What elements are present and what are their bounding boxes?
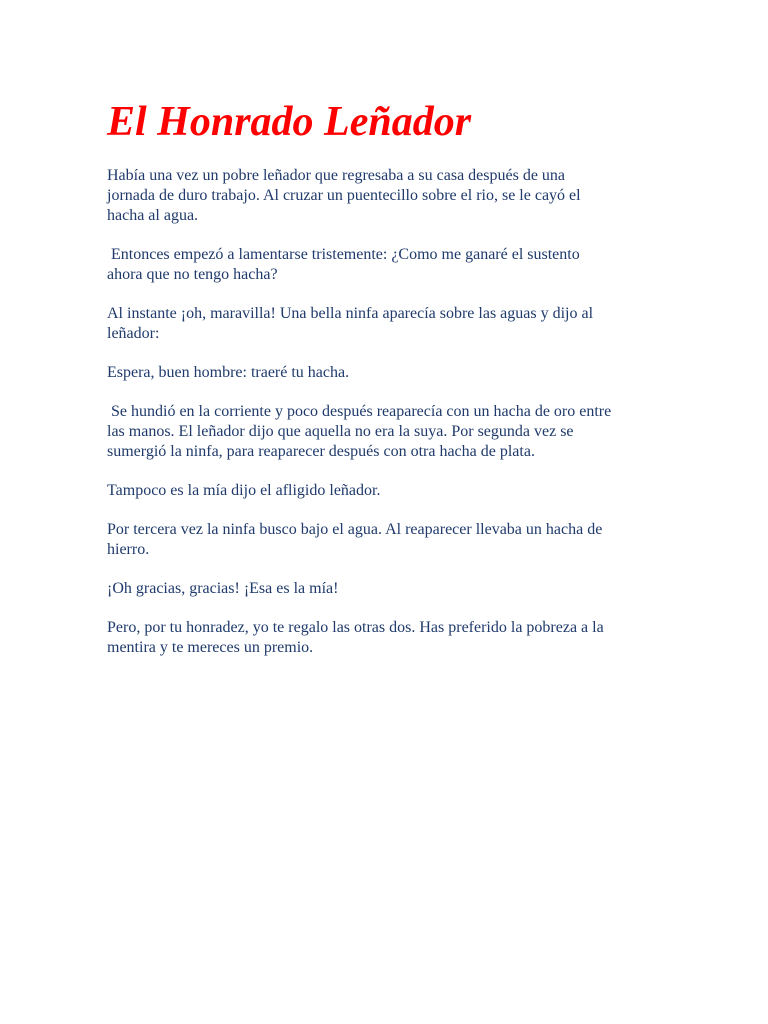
document-title: El Honrado Leñador [107,99,472,145]
paragraph-2: Entonces empezó a lamentarse tristemente: ¿Como me ganaré el sustento ahora que no tengo hacha? [107,246,580,283]
paragraph-7: Por tercera vez la ninfa busco bajo el agua. Al reaparecer llevaba un hacha de hierro. [107,521,603,558]
document-page [107,94,667,677]
paragraph-5: Se hundió en la corriente y poco después reaparecía con un hacha de oro entre las manos. El leñador dijo que aquella no era la suya. Por segunda vez se sumergió la ninfa, para reaparecer después con otra hacha de plata. [107,403,612,460]
paragraph-8: ¡Oh gracias, gracias! ¡Esa es la mía! [107,580,339,597]
paragraph-3: Al instante ¡oh, maravilla! Una bella ninfa aparecía sobre las aguas y dijo al leñador: [107,305,594,342]
paragraph-4: Espera, buen hombre: traeré tu hacha. [107,364,350,381]
paragraph-9: Pero, por tu honradez, yo te regalo las otras dos. Has preferido la pobreza a la mentira y te mereces un premio. [107,619,604,656]
paragraph-6: Tampoco es la mía dijo el afligido leñador. [107,482,381,499]
paragraph-1: Había una vez un pobre leñador que regresaba a su casa después de una jornada de duro trabajo. Al cruzar un puentecillo sobre el rio, se le cayó el hacha al agua. [107,167,581,224]
